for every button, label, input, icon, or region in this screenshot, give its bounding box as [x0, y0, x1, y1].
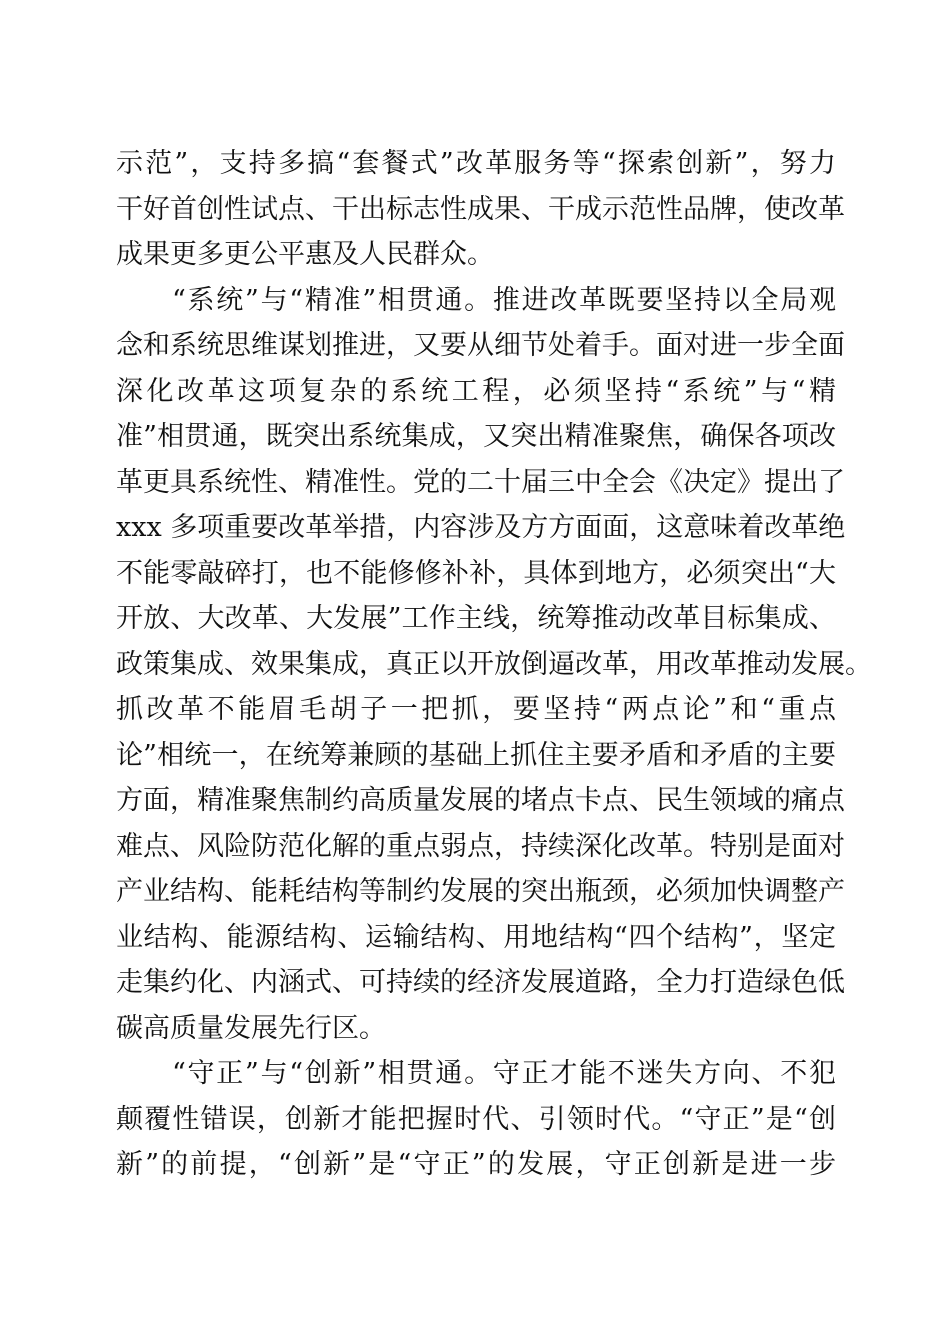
text-line: 革更具系统性、精准性。党的二十届三中全会《决定》提出了 — [116, 466, 845, 498]
text-line: 念和系统思维谋划推进，又要从细节处着手。面对进一步全面 — [116, 330, 845, 361]
text-line: xxx 多项重要改革举措，内容涉及方方面面，这意味着改革绝 — [116, 512, 846, 543]
text-line: 深化改革这项复杂的系统工程，必须坚持“系统”与“精 — [116, 375, 836, 407]
text-line: 成果更多更公平惠及人民群众。 — [116, 239, 494, 270]
text-line: 业结构、能源结构、运输结构、用地结构“四个结构”，坚定 — [116, 921, 836, 953]
text-line: 抓改革不能眉毛胡子一把抓，要坚持“两点论”和“重点 — [116, 694, 836, 725]
text-line: 新”的前提，“创新”是“守正”的发展，守正创新是进一步 — [116, 1149, 836, 1180]
text-line: 政策集成、效果集成，真正以开放倒逼改革，用改革推动发展。 — [116, 648, 872, 680]
text-line: 不能零敲碎打，也不能修修补补，具体到地方，必须突出“大 — [116, 557, 836, 589]
text-line: 准”相贯通，既突出系统集成，又突出精准聚焦，确保各项改 — [116, 421, 836, 452]
paragraph-start-line: “守正”与“创新”相贯通。守正才能不迷失方向、不犯 — [172, 1058, 836, 1089]
document-body — [116, 141, 872, 1188]
text-line: 走集约化、内涵式、可持续的经济发展道路，全力打造绿色低 — [116, 967, 845, 998]
text-line: 干好首创性试点、干出标志性成果、干成示范性品牌，使改革 — [116, 193, 845, 225]
text-line: 方面，精准聚焦制约高质量发展的堵点卡点、民生领域的痛点 — [116, 785, 845, 816]
paragraph-start-line: “系统”与“精准”相贯通。推进改革既要坚持以全局观 — [172, 284, 836, 316]
text-line: 产业结构、能耗结构等制约发展的突出瓶颈，必须加快调整产 — [116, 876, 845, 907]
text-line: 难点、风险防范化解的重点弱点，持续深化改革。特别是面对 — [116, 830, 845, 862]
text-line: 示范”，支持多搞“套餐式”改革服务等“探索创新”，努力 — [116, 148, 836, 179]
text-line: 碳高质量发展先行区。 — [116, 1012, 386, 1044]
text-line: 颠覆性错误，创新才能把握时代、引领时代。“守正”是“创 — [116, 1103, 836, 1135]
text-line: 论”相统一，在统筹兼顾的基础上抓住主要矛盾和矛盾的主要 — [116, 739, 836, 771]
text-line: 开放、大改革、大发展”工作主线，统筹推动改革目标集成、 — [116, 603, 836, 634]
